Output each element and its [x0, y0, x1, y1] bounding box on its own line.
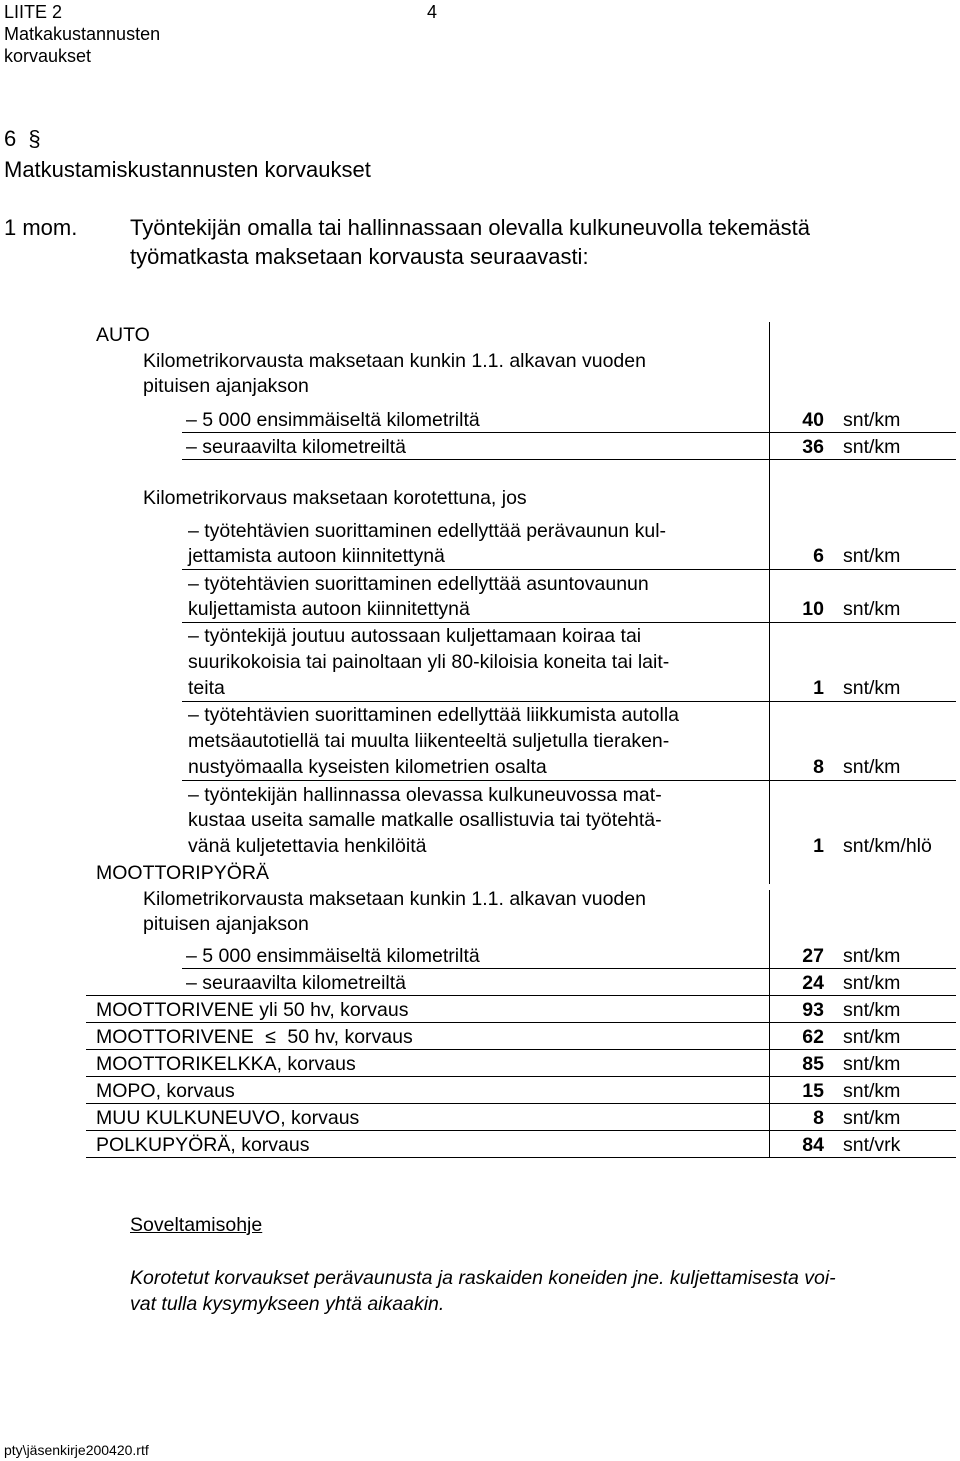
motorcycle-row-label: – 5 000 ensimmäiseltä kilometriltä	[186, 945, 480, 967]
raised-row-line: vänä kuljetettavia henkilöitä	[188, 835, 427, 857]
vehicle-row-value: 84	[802, 1134, 824, 1156]
raised-row-line: teita	[188, 677, 225, 699]
vehicle-label-pre: MOOTTORIVENE	[96, 1026, 254, 1048]
motorcycle-row-unit: snt/km	[843, 972, 901, 994]
row-divider	[182, 459, 956, 460]
vehicle-row-label	[96, 1026, 413, 1049]
auto-row-label: – 5 000 ensimmäiseltä kilometriltä	[186, 409, 480, 431]
vehicle-row-label: POLKUPYÖRÄ, korvaus	[96, 1134, 310, 1156]
vehicle-row-label: MOOTTORIVENE yli 50 hv, korvaus	[96, 999, 409, 1021]
vehicle-row-value: 62	[802, 1026, 824, 1048]
vehicle-row-label: MUU KULKUNEUVO, korvaus	[96, 1107, 360, 1129]
raised-row-line: – työtehtävien suorittaminen edellyttää asuntovaunun	[188, 573, 649, 595]
raised-heading: Kilometrikorvaus maksetaan korotettuna, jos	[143, 487, 527, 509]
raised-row-unit: snt/km	[843, 545, 901, 567]
vehicle-row-unit: snt/km	[843, 1080, 901, 1102]
auto-row-unit: snt/km	[843, 409, 901, 431]
raised-row-value: 8	[813, 756, 824, 778]
raised-row-value: 10	[802, 598, 824, 620]
auto-desc-line1: Kilometrikorvausta maksetaan kunkin 1.1. alkavan vuoden	[143, 350, 646, 372]
row-divider	[86, 1157, 956, 1158]
raised-row-value: 6	[813, 545, 824, 567]
vehicle-row-unit: snt/km	[843, 1107, 901, 1129]
raised-row-line: – työntekijän hallinnassa olevassa kulkuneuvossa mat-	[188, 784, 662, 806]
header-title-line1: Matkakustannusten	[4, 24, 161, 44]
vehicle-row-value: 8	[813, 1107, 824, 1129]
motorcycle-row-unit: snt/km	[843, 945, 901, 967]
raised-row-unit: snt/km	[843, 598, 901, 620]
raised-row-line: kuljettamista autoon kiinnitettynä	[188, 598, 470, 620]
row-divider	[182, 701, 956, 702]
raised-row-line: – työtehtävien suorittaminen edellyttää perävaunun kul-	[188, 520, 667, 542]
moment-label: 1 mom.	[4, 215, 78, 240]
raised-row-line: metsäautotiellä tai muulta liikenteeltä suljetulla tieraken-	[188, 730, 670, 752]
auto-row-value: 40	[802, 409, 824, 431]
raised-row-line: nustyömaalla kyseisten kilometrien osalta	[188, 756, 547, 778]
motorcycle-desc-line2: pituisen ajanjakson	[143, 913, 309, 935]
row-divider	[86, 1076, 956, 1077]
row-divider	[182, 622, 956, 623]
vehicle-row-unit: snt/vrk	[843, 1134, 901, 1156]
attachment-label: LIITE 2	[4, 2, 63, 22]
motorcycle-heading: MOOTTORIPYÖRÄ	[96, 862, 269, 884]
motorcycle-row-label: – seuraavilta kilometreiltä	[186, 972, 407, 994]
motorcycle-desc-line1: Kilometrikorvausta maksetaan kunkin 1.1. alkavan vuoden	[143, 888, 646, 910]
auto-row-unit: snt/km	[843, 436, 901, 458]
vehicle-row-label: MOPO, korvaus	[96, 1080, 235, 1102]
section-title: Matkustamiskustannusten korvaukset	[4, 157, 371, 182]
row-divider	[86, 1022, 956, 1023]
row-divider	[86, 1049, 956, 1050]
vehicle-row-label: MOOTTORIKELKKA, korvaus	[96, 1053, 356, 1075]
vehicle-row-value: 15	[802, 1080, 824, 1102]
intro-line2: työmatkasta maksetaan korvausta seuraavasti:	[130, 244, 589, 269]
raised-row-line: jettamista autoon kiinnitettynä	[188, 545, 445, 567]
raised-row-line: suurikokoisia tai painoltaan yli 80-kiloisia koneita tai lait-	[188, 651, 670, 673]
guidance-line2: vat tulla kysymykseen yhtä aikaakin.	[130, 1293, 445, 1315]
motorcycle-row-value: 24	[802, 972, 824, 994]
guidance-line1: Korotetut korvaukset perävaunusta ja raskaiden koneiden jne. kuljettamisesta voi-	[130, 1267, 836, 1289]
raised-row-value: 1	[813, 677, 824, 699]
auto-desc-line2: pituisen ajanjakson	[143, 375, 309, 397]
raised-row-value: 1	[813, 835, 824, 857]
row-divider	[86, 1103, 956, 1104]
raised-row-line: kustaa useita samalle matkalle osallistuvia tai työtehtä-	[188, 809, 662, 831]
row-divider	[182, 968, 956, 969]
guidance-heading: Soveltamisohje	[130, 1214, 263, 1236]
auto-row-value: 36	[802, 436, 824, 458]
page-number: 4	[427, 2, 438, 22]
section-number-value: 6	[4, 126, 17, 151]
vehicle-row-value: 85	[802, 1053, 824, 1075]
row-divider	[86, 995, 956, 996]
vehicle-row-value: 93	[802, 999, 824, 1021]
row-divider	[182, 780, 956, 781]
row-divider	[182, 569, 956, 570]
auto-heading: AUTO	[96, 324, 150, 346]
section-sign: §	[28, 126, 41, 151]
raised-row-unit: snt/km	[843, 677, 901, 699]
auto-row-label: – seuraavilta kilometreiltä	[186, 436, 407, 458]
intro-line1: Työntekijän omalla tai hallinnassaan olevalla kulkuneuvolla tekemästä	[130, 215, 810, 240]
raised-row-line: – työntekijä joutuu autossaan kuljettamaan koiraa tai	[188, 625, 642, 647]
footer-file-path: pty\jäsenkirje200420.rtf	[4, 1442, 149, 1458]
vehicle-row-unit: snt/km	[843, 999, 901, 1021]
header-title-line2: korvaukset	[4, 46, 92, 66]
less-or-equal-icon: ≤	[265, 1026, 276, 1048]
row-divider	[182, 432, 956, 433]
raised-row-unit: snt/km	[843, 756, 901, 778]
vehicle-label-post: 50 hv, korvaus	[287, 1026, 413, 1048]
vehicle-row-unit: snt/km	[843, 1026, 901, 1048]
section-number	[4, 126, 41, 152]
raised-row-unit: snt/km/hlö	[843, 835, 932, 857]
row-divider	[86, 1130, 956, 1131]
raised-row-line: – työtehtävien suorittaminen edellyttää liikkumista autolla	[188, 704, 680, 726]
motorcycle-row-value: 27	[802, 945, 824, 967]
vehicle-row-unit: snt/km	[843, 1053, 901, 1075]
